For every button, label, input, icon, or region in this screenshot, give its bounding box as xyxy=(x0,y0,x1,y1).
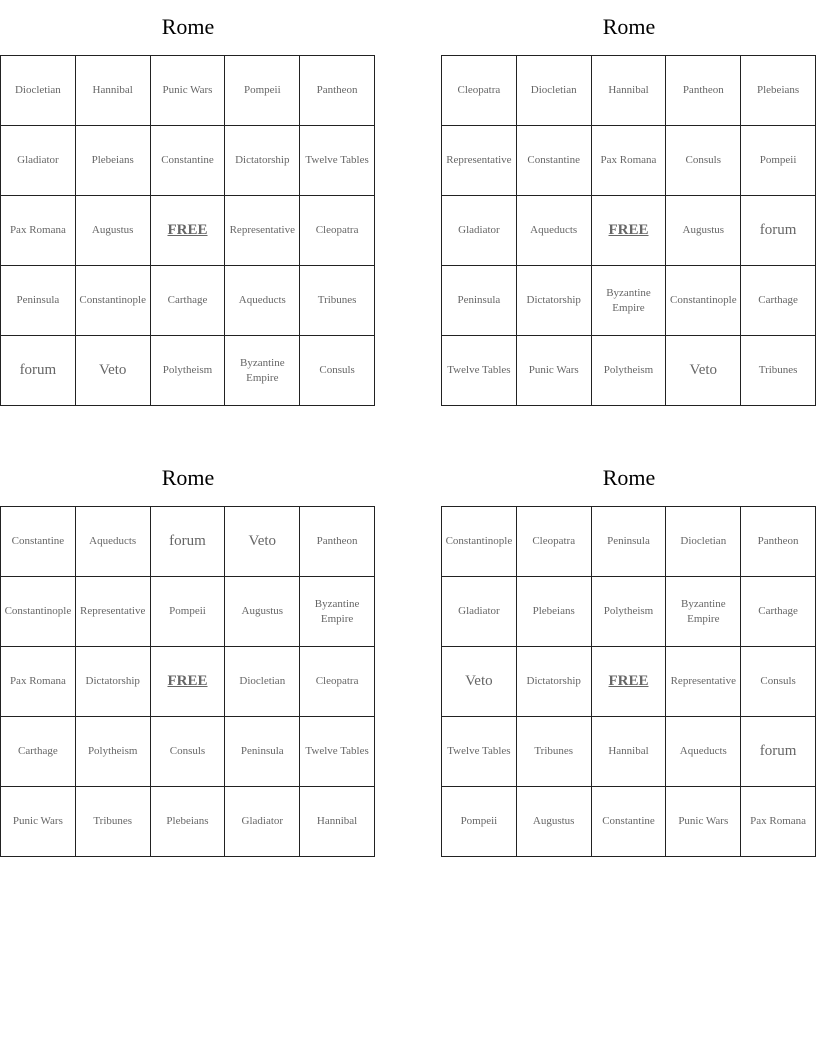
bingo-cell: Peninsula xyxy=(592,507,667,577)
bingo-cell: Aqueducts xyxy=(76,507,151,577)
bingo-cell: Dictatorship xyxy=(517,647,592,717)
bingo-cell: Hannibal xyxy=(300,787,375,857)
bingo-cell: Representative xyxy=(225,196,300,266)
bingo-cell: Plebeians xyxy=(741,56,816,126)
bingo-cell: Polytheism xyxy=(592,336,667,406)
bingo-cell: Aqueducts xyxy=(225,266,300,336)
bingo-cell: Constantinople xyxy=(442,507,517,577)
bingo-grid xyxy=(0,55,375,406)
bingo-cell: Representative xyxy=(442,126,517,196)
bingo-cell: Carthage xyxy=(741,577,816,647)
bingo-cell: Carthage xyxy=(741,266,816,336)
bingo-cell: Constantine xyxy=(1,507,76,577)
bingo-cell: forum xyxy=(151,507,226,577)
bingo-cell: Veto xyxy=(225,507,300,577)
bingo-cell: Pompeii xyxy=(151,577,226,647)
bingo-cell: Peninsula xyxy=(442,266,517,336)
card-title: Rome xyxy=(161,465,215,490)
bingo-cell: Polytheism xyxy=(151,336,226,406)
bingo-cell: Byzantine Empire xyxy=(592,266,667,336)
bingo-cell: Consuls xyxy=(666,126,741,196)
bingo-cell: Diocletian xyxy=(1,56,76,126)
bingo-cell: forum xyxy=(741,196,816,266)
bingo-cell: Pantheon xyxy=(300,507,375,577)
bingo-cell: Dictatorship xyxy=(225,126,300,196)
bingo-cell: Hannibal xyxy=(592,56,667,126)
bingo-cell: Veto xyxy=(666,336,741,406)
bingo-cell: Consuls xyxy=(300,336,375,406)
bingo-cell: Constantinople xyxy=(1,577,76,647)
bingo-cell: Pax Romana xyxy=(1,647,76,717)
bingo-cell: Tribunes xyxy=(300,266,375,336)
bingo-card-2 xyxy=(441,0,816,406)
bingo-cell: Carthage xyxy=(1,717,76,787)
bingo-cell: Cleopatra xyxy=(442,56,517,126)
bingo-cell: Punic Wars xyxy=(1,787,76,857)
bingo-cell: Hannibal xyxy=(76,56,151,126)
card-title: Rome xyxy=(602,465,656,490)
bingo-cell: Peninsula xyxy=(1,266,76,336)
bingo-cell: Tribunes xyxy=(517,717,592,787)
bingo-cell: Pompeii xyxy=(442,787,517,857)
bingo-cell: Polytheism xyxy=(592,577,667,647)
bingo-cell: Constantine xyxy=(151,126,226,196)
bingo-grid xyxy=(441,506,816,857)
bingo-cell: Augustus xyxy=(517,787,592,857)
bingo-cell: Byzantine Empire xyxy=(225,336,300,406)
bingo-cell: Pantheon xyxy=(666,56,741,126)
bingo-cell: Byzantine Empire xyxy=(300,577,375,647)
free-space-cell: FREE xyxy=(151,196,226,266)
bingo-cell: Dictatorship xyxy=(76,647,151,717)
bingo-cell: Consuls xyxy=(741,647,816,717)
bingo-cell: Constantinople xyxy=(76,266,151,336)
bingo-cell: forum xyxy=(1,336,76,406)
bingo-cell: Punic Wars xyxy=(517,336,592,406)
bingo-cell: Veto xyxy=(76,336,151,406)
bingo-cell: Aqueducts xyxy=(517,196,592,266)
bingo-cell: Veto xyxy=(442,647,517,717)
bingo-cell: Gladiator xyxy=(1,126,76,196)
bingo-card-4 xyxy=(441,451,816,857)
bingo-cell: Pax Romana xyxy=(741,787,816,857)
bingo-cell: Constantine xyxy=(517,126,592,196)
bingo-cell: Twelve Tables xyxy=(442,717,517,787)
bingo-grid xyxy=(0,506,375,857)
bingo-cell: Consuls xyxy=(151,717,226,787)
card-title: Rome xyxy=(602,14,656,39)
bingo-cell: Diocletian xyxy=(517,56,592,126)
bingo-cell: Carthage xyxy=(151,266,226,336)
bingo-card-1 xyxy=(0,0,376,406)
bingo-cell: Hannibal xyxy=(592,717,667,787)
bingo-cell: Twelve Tables xyxy=(442,336,517,406)
free-space-cell: FREE xyxy=(592,196,667,266)
bingo-cell: Gladiator xyxy=(225,787,300,857)
bingo-cell: Diocletian xyxy=(225,647,300,717)
bingo-cell: Tribunes xyxy=(76,787,151,857)
bingo-cell: Cleopatra xyxy=(300,647,375,717)
bingo-cell: Pantheon xyxy=(300,56,375,126)
bingo-cell: Aqueducts xyxy=(666,717,741,787)
bingo-cell: Pax Romana xyxy=(1,196,76,266)
bingo-cell: Pantheon xyxy=(741,507,816,577)
bingo-cell: Cleopatra xyxy=(517,507,592,577)
free-space-cell: FREE xyxy=(592,647,667,717)
bingo-cell: Dictatorship xyxy=(517,266,592,336)
bingo-cell: Constantine xyxy=(592,787,667,857)
bingo-cell: Twelve Tables xyxy=(300,717,375,787)
bingo-cell: Pompeii xyxy=(741,126,816,196)
bingo-cell: Tribunes xyxy=(741,336,816,406)
bingo-cell: Punic Wars xyxy=(151,56,226,126)
bingo-cell: Gladiator xyxy=(442,196,517,266)
bingo-cell: Pompeii xyxy=(225,56,300,126)
bingo-cell: Plebeians xyxy=(76,126,151,196)
bingo-cell: Punic Wars xyxy=(666,787,741,857)
bingo-cell: forum xyxy=(741,717,816,787)
bingo-cell: Constantinople xyxy=(666,266,741,336)
bingo-cell: Plebeians xyxy=(517,577,592,647)
bingo-cell: Augustus xyxy=(225,577,300,647)
bingo-grid xyxy=(441,55,816,406)
bingo-cell: Polytheism xyxy=(76,717,151,787)
bingo-cell: Plebeians xyxy=(151,787,226,857)
bingo-cell: Twelve Tables xyxy=(300,126,375,196)
bingo-cell: Augustus xyxy=(76,196,151,266)
bingo-card-3 xyxy=(0,451,376,857)
bingo-cell: Gladiator xyxy=(442,577,517,647)
free-space-cell: FREE xyxy=(151,647,226,717)
bingo-cell: Augustus xyxy=(666,196,741,266)
bingo-cell: Diocletian xyxy=(666,507,741,577)
bingo-cell: Cleopatra xyxy=(300,196,375,266)
card-title: Rome xyxy=(161,14,215,39)
bingo-cell: Representative xyxy=(76,577,151,647)
bingo-cell: Peninsula xyxy=(225,717,300,787)
bingo-cell: Byzantine Empire xyxy=(666,577,741,647)
bingo-cell: Pax Romana xyxy=(592,126,667,196)
bingo-cell: Representative xyxy=(666,647,741,717)
